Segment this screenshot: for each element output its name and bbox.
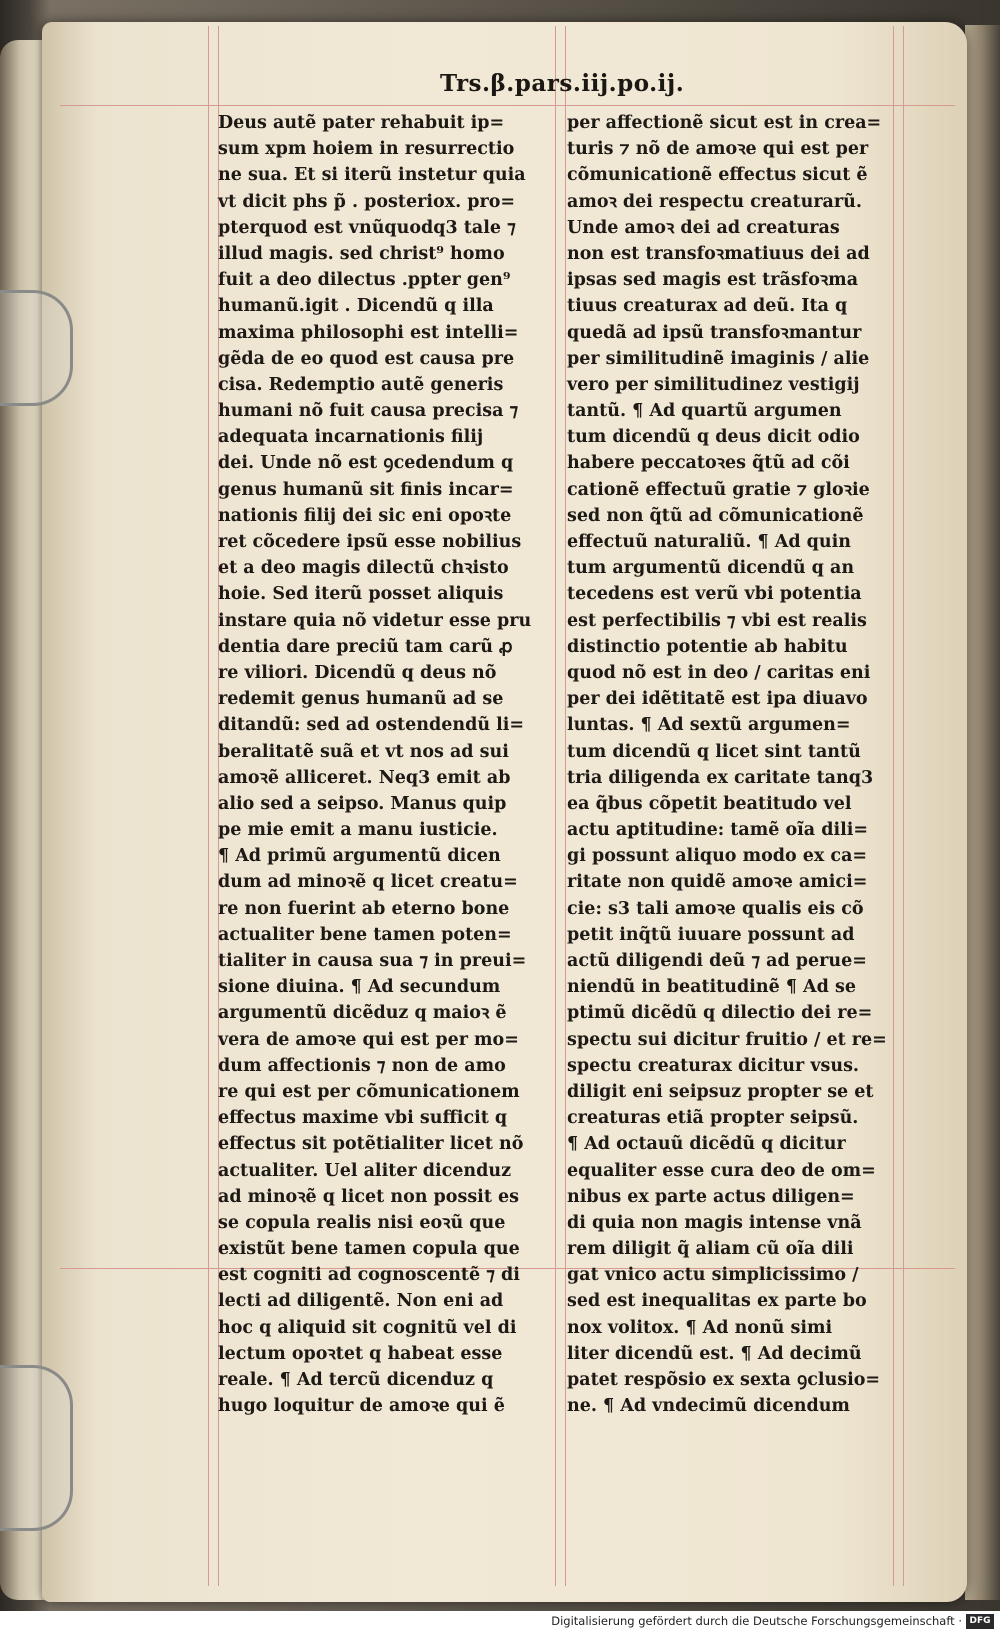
text-line: non est transfoꝛmatiuus dei ad [567, 243, 870, 264]
text-line: dentia dare preciũ tam carũ ꝓ [218, 636, 513, 657]
text-line: ret cõcedere ipsũ esse nobilius [218, 532, 522, 552]
text-line: lectum opoꝛtet q habeat esse [218, 1343, 503, 1364]
text-line: ea q̃bus cõpetit beatitudo vel [567, 793, 852, 814]
ruling-line [565, 26, 566, 1586]
text-line: nationis filij dei sic eni opoꝛte [218, 505, 512, 526]
text-line: ne sua. Et si iterũ instetur quia [218, 165, 526, 186]
text-line: actualiter. Uel aliter dicenduz [218, 1160, 512, 1181]
text-line: tum dicendũ q licet sint tantũ [567, 741, 861, 762]
text-line: actualiter bene tamen poten= [218, 924, 512, 945]
text-line: re non fuerint ab eterno bone [218, 898, 510, 919]
text-line: hoie. Sed iterũ posset aliquis [218, 584, 504, 605]
text-line: maxima philosophi est intelli= [218, 322, 519, 343]
text-line: rem diligit q̃ aliam cũ oĩa dili [567, 1239, 854, 1260]
text-line: pterquod est vnũquodq3 tale ⁊ [218, 217, 516, 238]
text-line: ritate non quidẽ amoꝛe amici= [567, 872, 868, 893]
text-line: pe mie emit a manu iusticie. [218, 820, 498, 841]
book-clamp-top [0, 290, 73, 406]
text-line: tria diligenda ex caritate tanq3 [567, 767, 874, 788]
text-line: beralitatẽ suã et vt nos ad sui [218, 741, 509, 762]
text-line: sed non q̃tũ ad cõmunicationẽ [567, 505, 864, 526]
text-line: nibus ex parte actus diligen= [567, 1186, 855, 1207]
text-line: effectuũ naturaliũ. ¶ Ad quin [567, 532, 852, 552]
text-line: ne. ¶ Ad vndecimũ dicendum [567, 1396, 850, 1417]
text-line: actu aptitudine: tamẽ oĩa dili= [567, 820, 869, 841]
text-line: cie: s3 tali amoꝛe qualis eis cõ [567, 898, 864, 919]
ruling-line [208, 26, 209, 1586]
text-line: tum argumentũ dicendũ q an [567, 558, 855, 579]
text-line: actũ diligendi deũ ⁊ ad perue= [567, 951, 867, 971]
text-line: tiuus creaturax ad deũ. Ita q [567, 296, 848, 317]
text-column-left [218, 110, 563, 1417]
text-line: diligit eni seipsuz propter se et [567, 1081, 874, 1102]
text-line: redemit genus humanũ ad se [218, 689, 504, 710]
text-line: equaliter esse cura deo de om= [567, 1160, 876, 1181]
text-line: hoc q aliquid sit cognitũ vel di [218, 1317, 517, 1338]
text-line: quedã ad ipsũ transfoꝛmantur [567, 322, 862, 343]
text-line: luntas. ¶ Ad sextũ argumen= [567, 715, 851, 736]
text-line: cationẽ effectuũ gratie ⁊ gloꝛie [567, 479, 870, 500]
text-line: quod nõ est in deo / caritas eni [567, 662, 871, 683]
text-line: ad minoꝛẽ q licet non possit es [218, 1186, 519, 1207]
text-line: ditandũ: sed ad ostendendũ li= [218, 715, 525, 736]
text-line: dum ad minoꝛẽ q licet creatu= [218, 872, 518, 893]
text-line: dum affectionis ⁊ non de amo [218, 1055, 506, 1076]
text-line: liter dicendũ est. ¶ Ad decimũ [567, 1343, 862, 1364]
text-line: niendũ in beatitudinẽ ¶ Ad se [567, 977, 856, 998]
text-line: alio sed a seipso. Manus quip [218, 793, 507, 814]
text-line: habere peccatoꝛes q̃tũ ad cõi [567, 453, 850, 474]
text-line: ¶ Ad octauũ dicẽdũ q dicitur [567, 1134, 846, 1155]
text-line: fuit a deo dilectus .ppter gen⁹ [218, 270, 511, 291]
text-line: existũt bene tamen copula que [218, 1239, 520, 1260]
text-line: tecedens est verũ vbi potentia [567, 584, 862, 605]
text-line: sed est inequalitas ex parte bo [567, 1291, 867, 1312]
text-line: effectus maxime vbi sufficit q [218, 1108, 508, 1129]
text-line: vero per similitudinez vestigij [567, 374, 860, 395]
text-line: vt dicit phs p̃ . posteriox. pro= [218, 191, 516, 212]
ruling-line [60, 105, 955, 106]
text-line: tialiter in causa sua ⁊ in preui= [218, 951, 527, 971]
text-line: gẽda de eo quod est causa pre [218, 348, 515, 369]
text-line: petit inq̃tũ iuuare possunt ad [567, 924, 855, 945]
funding-credit: Digitalisierung gefördert durch die Deutsche Forschungsgemeinschaft · [551, 1614, 962, 1628]
text-line: sione diuina. ¶ Ad secundum [218, 977, 501, 998]
text-line: humani nõ fuit causa precisa ⁊ [218, 401, 519, 422]
text-line: gi possunt aliquo modo ex ca= [567, 846, 868, 867]
text-line: per affectionẽ sicut est in crea= [567, 113, 882, 133]
text-line: ptimũ dicẽdũ q dilectio dei re= [567, 1003, 873, 1024]
text-line: dei. Unde nõ est ꝯcedendum q [218, 453, 514, 474]
text-line: amoꝛẽ alliceret. Neq3 emit ab [218, 767, 511, 788]
text-line: cisa. Redemptio autẽ generis [218, 374, 504, 395]
text-line: patet respõsio ex sexta ꝯclusio= [567, 1370, 881, 1390]
text-line: se copula realis nisi eoꝛũ que [218, 1212, 506, 1233]
text-line: illud magis. sed christ⁹ homo [218, 243, 505, 264]
text-line: tantũ. ¶ Ad quartũ argumen [567, 401, 842, 422]
text-line: nox volitox. ¶ Ad nonũ simi [567, 1317, 833, 1338]
text-line: Deus autẽ pater rehabuit ip= [218, 113, 505, 133]
text-line: vera de amoꝛe qui est per mo= [218, 1029, 519, 1050]
text-line: est perfectibilis ⁊ vbi est realis [567, 610, 867, 631]
text-line: ipsas sed magis est trãsfoꝛma [567, 270, 859, 291]
text-line: instare quia nõ videtur esse pru [218, 610, 532, 631]
text-line: sum xpm hoiem in resurrectio [218, 139, 515, 160]
text-line: lecti ad diligentẽ. Non eni ad [218, 1291, 504, 1312]
text-line: Unde amoꝛ dei ad creaturas [567, 217, 840, 238]
text-line: creaturas etiã propter seipsũ. [567, 1108, 859, 1129]
text-line: argumentũ dicẽduz q maioꝛ ẽ [218, 1003, 507, 1024]
text-line: re viliori. Dicendũ q deus nõ [218, 662, 497, 683]
text-line: distinctio potentie ab habitu [567, 636, 848, 657]
text-line: et a deo magis dilectũ chꝛisto [218, 558, 509, 579]
text-line: tum dicendũ q deus dicit odio [567, 427, 860, 448]
text-line: reale. ¶ Ad tercũ dicenduz q [218, 1370, 494, 1390]
text-line: gat vnico actu simplicissimo / [567, 1265, 859, 1286]
text-column-right [567, 110, 912, 1417]
text-line: turis ⁊ nõ de amoꝛe qui est per [567, 139, 869, 160]
text-line: est cogniti ad cognoscentẽ ⁊ di [218, 1265, 520, 1286]
text-line: genus humanũ sit finis incar= [218, 479, 514, 500]
footer-bar [0, 1611, 1000, 1633]
text-line: ¶ Ad primũ argumentũ dicen [218, 846, 501, 867]
text-line: humanũ.igit . Dicendũ q illa [218, 296, 494, 317]
right-page-edge [965, 25, 1000, 1600]
running-header: Trs.β.pars.iij.po.ij. [440, 70, 685, 97]
text-line: adequata incarnationis filij [218, 427, 484, 448]
book-clamp-bottom [0, 1365, 73, 1531]
text-line: di quia non magis intense vnã [567, 1212, 862, 1233]
text-line: effectus sit potẽtialiter licet nõ [218, 1134, 524, 1155]
dfg-logo: DFG [966, 1614, 994, 1629]
text-line: re qui est per cõmunicationem [218, 1081, 520, 1102]
text-line: amoꝛ dei respectu creaturarũ. [567, 191, 862, 212]
text-line: spectu sui dicitur fruitio / et re= [567, 1029, 887, 1050]
text-line: per dei idẽtitatẽ est ipa diuavo [567, 689, 868, 710]
text-line: per similitudinẽ imaginis / alie [567, 348, 870, 369]
text-line: hugo loquitur de amoꝛe qui ẽ [218, 1396, 505, 1417]
text-line: spectu creaturax dicitur vsus. [567, 1055, 860, 1076]
text-line: cõmunicationẽ effectus sicut ẽ [567, 165, 868, 186]
